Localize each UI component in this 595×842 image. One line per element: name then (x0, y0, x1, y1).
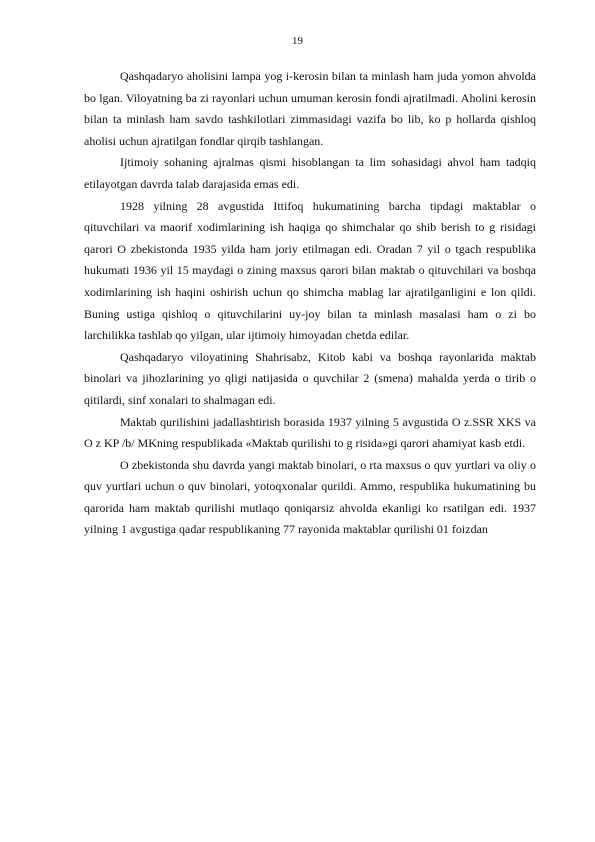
paragraph-new-buildings: O zbekistonda shu davrda yangi maktab binolari, o rta maxsus o quv yurtlari va oliy o quv yurtlari uchun o quv binolari, yotoqxonalar qurildi. Ammo, respublika hukumatining bu qarorida ham maktab qurilishi mutlaqo qoniqarsiz ahvolda ekanligi ko rsatilgan edi. 1937 yilning 1 avgustiga qadar respublikaning 77 rayonida maktablar qurilishi 01 foizdan (84, 457, 536, 537)
paragraph-kerosene-supply: Qashqadaryo aholisini lampa yog i-kerosin bilan ta minlash ham juda yomon ahvolda bo lgan. Viloyatning ba zi rayonlari uchun umuman kerosin fondi ajratilmadi. Aholini kerosin bilan ta minlash ham savdo tashkilotlari zimmasidagi vazifa bo lib, ko p hollarda qishloq aholisi uchun ajratilgan fondlar qirqib tashlangan. (84, 69, 536, 148)
body-text (84, 66, 536, 541)
paragraph-education-sector: Ijtimoiy sohaning ajralmas qismi hisoblangan ta lim sohasidagi ahvol ham tadqiq etilayotgan davrda talab darajasida emas edi. (84, 155, 536, 191)
paragraph-school-buildings: Qashqadaryo viloyatining Shahrisabz, Kitob kabi va boshqa rayonlarida maktab binolari va jihozlarining yo qligi natijasida o quvchilar 2 (smena) mahalda yerda o tirib o qitilardi, sinf xonalari to shalmagan edi. (84, 349, 536, 407)
page-number: 19 (292, 35, 303, 47)
paragraph-school-construction-decree: Maktab qurilishini jadallashtirish borasida 1937 yilning 5 avgustida O z.SSR XKS va O z KP /b/ MKning respublikada «Maktab qurilishi to g risida»gi qarori ahamiyat kasb etdi. (84, 414, 536, 451)
paragraph-teacher-salaries: 1928 yilning 28 avgustida Ittifoq hukumatining barcha tipdagi maktablar o qituvchilari va maorif xodimlarining ish haqiga qo shimchalar qo shib berish to g risidagi qarori O zbekistonda 1935 yilda ham joriy etilmagan edi. Oradan 7 yil o tgach respublika hukumati 1936 yil 15 maydagi o zining maxsus qarori bilan maktab o qituvchilari va boshqa xodimlarining ish haqini oshirish uchun qo shimcha mablag lar ajratilganligini e lon qildi. Buning ustiga qishloq o qituvchilarini uy-joy bilan ta minlash masalasi ham o zi bo larchilikka tashlab qo yilgan, ular ijtimoiy himoyadan chetda edilar. (84, 198, 536, 343)
